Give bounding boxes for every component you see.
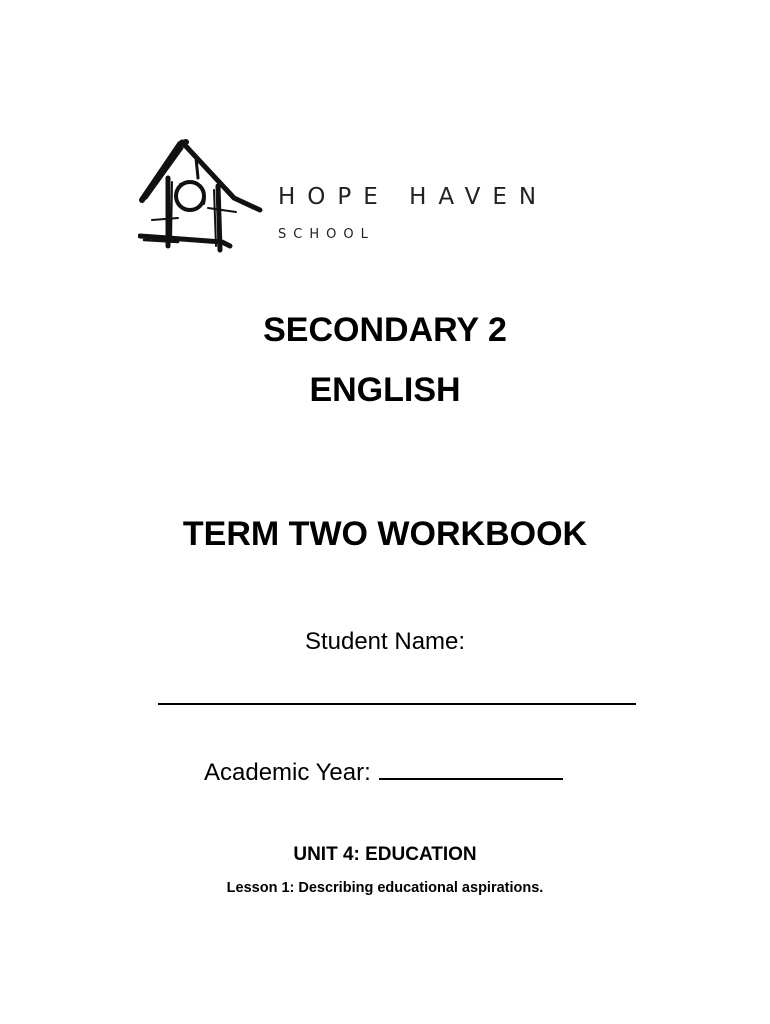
- title-workbook: TERM TWO WORKBOOK: [182, 515, 588, 553]
- title-subject: ENGLISH: [309, 371, 461, 409]
- academic-year-label: Academic Year:: [204, 759, 371, 786]
- lesson-heading: Lesson 1: Describing educational aspirations.: [226, 880, 544, 896]
- student-name-label: Student Name:: [304, 628, 466, 655]
- title-secondary: SECONDARY 2: [263, 311, 507, 349]
- academic-year-line: [379, 778, 563, 780]
- academic-year-row: [204, 756, 563, 790]
- student-name-line: [158, 703, 636, 705]
- school-subtitle: SCHOOL: [278, 227, 375, 242]
- unit-heading: UNIT 4: EDUCATION: [293, 844, 477, 865]
- house-logo-icon: [138, 138, 268, 256]
- school-name: HOPE HAVEN: [278, 184, 549, 210]
- school-logo: [138, 138, 608, 256]
